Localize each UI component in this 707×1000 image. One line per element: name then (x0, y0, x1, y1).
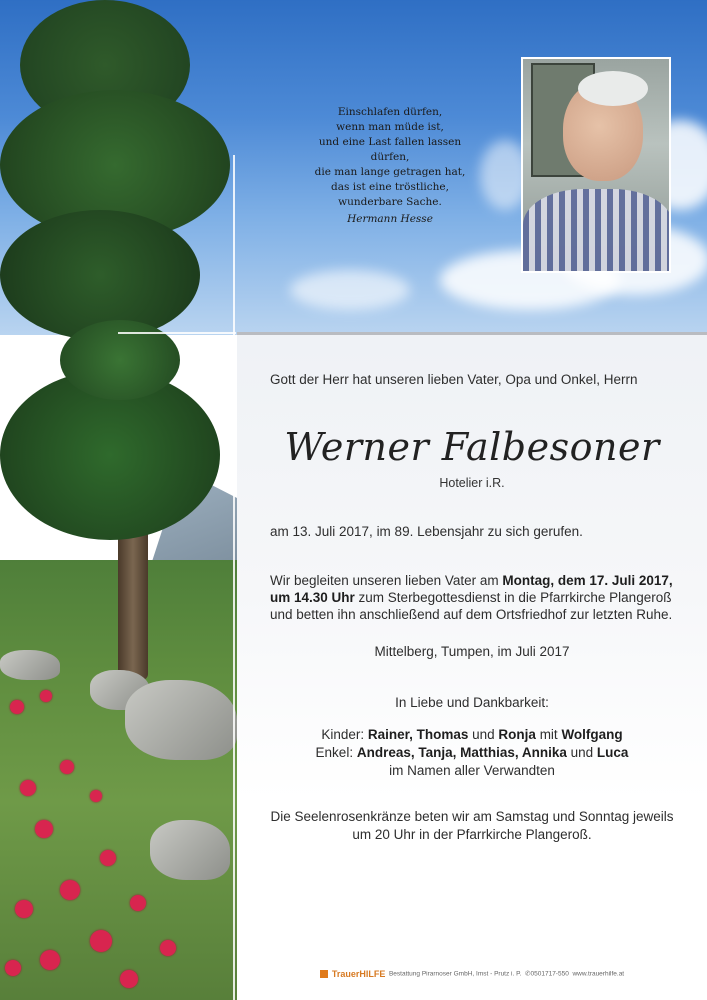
flower (40, 690, 52, 702)
grandchildren-line (237, 744, 707, 762)
flower (40, 950, 60, 970)
flower (60, 880, 80, 900)
landscape-image (0, 0, 237, 1000)
children-label: Kinder: (321, 727, 368, 742)
flower (10, 700, 24, 714)
phone-number: 0501717-550 (530, 970, 569, 978)
flower (130, 895, 146, 911)
flower (160, 940, 176, 956)
rosary-info (237, 808, 707, 844)
hesse-quote (300, 105, 480, 227)
photo-shirt (523, 189, 671, 273)
children-names: Ronja (498, 727, 536, 742)
company-name: Bestattung Pirarnoser GmbH, Imst - Prutz i. P. (388, 970, 522, 978)
rock (0, 650, 60, 680)
flower (35, 820, 53, 838)
love-gratitude: In Liebe und Dankbarkeit: (395, 695, 549, 710)
flower (60, 760, 74, 774)
flower (15, 900, 33, 918)
tree-crown (0, 210, 200, 340)
service-date: Montag, dem 17. Juli 2017, (502, 573, 673, 588)
cross-horizontal-line (118, 332, 236, 334)
children-names: Rainer, Thomas (367, 727, 469, 742)
family-list (237, 726, 707, 780)
children-names: Wolfgang (561, 727, 623, 742)
quote-line: und eine Last fallen lassen dürfen, (318, 136, 462, 163)
footer (320, 969, 624, 979)
cross-vertical-line (233, 155, 235, 1000)
rock (150, 820, 230, 880)
rosary-line: Die Seelenrosenkränze beten wir am Samstag und Sonntag jeweils (270, 809, 674, 824)
quote-line: die man lange getragen hat, (314, 166, 466, 178)
flower (90, 930, 112, 952)
service-text: zum Sterbegottesdienst in die Pfarrkirche Plangeroß und betten ihn anschließend auf dem Ortsfriedhof zur letzten Ruhe. (270, 590, 673, 622)
quote-line: wenn man müde ist, (336, 121, 444, 133)
service-time: um 14.30 Uhr (270, 590, 355, 605)
tree-trunk (118, 520, 148, 680)
conjunction: mit (535, 727, 562, 742)
children-line (237, 726, 707, 744)
notice-intro: Gott der Herr hat unseren lieben Vater, Opa und Onkel, Herrn (270, 372, 638, 387)
relatives-line: im Namen aller Verwandten (389, 763, 555, 778)
brand-logo-icon (320, 970, 328, 978)
website-link[interactable]: www.trauerhilfe.at (572, 970, 625, 978)
flower (100, 850, 116, 866)
flower (90, 790, 102, 802)
flower (20, 780, 36, 796)
quote-line: wunderbare Sache. (338, 196, 442, 208)
quote-line: Einschlafen dürfen, (337, 106, 443, 118)
cloud (290, 270, 410, 310)
service-text: Wir begleiten unseren lieben Vater am (270, 573, 503, 588)
rock (125, 680, 237, 760)
portrait-photo (521, 57, 671, 273)
phone-icon: ✆ (525, 970, 531, 978)
deceased-profession: Hotelier i.R. (439, 476, 505, 490)
conjunction: und (566, 745, 597, 760)
photo-hair (578, 71, 648, 106)
grandchildren-label: Enkel: (315, 745, 357, 760)
brand-name: TrauerHILFE (331, 969, 386, 979)
service-info (270, 572, 685, 623)
grandchildren-names: Andreas, Tanja, Matthias, Annika (356, 745, 567, 760)
flower (5, 960, 21, 976)
death-date-text: am 13. Juli 2017, im 89. Lebensjahr zu sich gerufen. (270, 524, 583, 539)
conjunction: und (468, 727, 499, 742)
quote-author: Hermann Hesse (347, 213, 433, 225)
quote-line: das ist eine tröstliche, (331, 181, 449, 193)
flower (120, 970, 138, 988)
deceased-name: Werner Falbesoner (284, 425, 660, 469)
panel-divider (237, 332, 707, 335)
place-date: Mittelberg, Tumpen, im Juli 2017 (374, 644, 570, 659)
rosary-line: um 20 Uhr in der Pfarrkirche Plangeroß. (352, 827, 592, 842)
grandchildren-names: Luca (596, 745, 629, 760)
